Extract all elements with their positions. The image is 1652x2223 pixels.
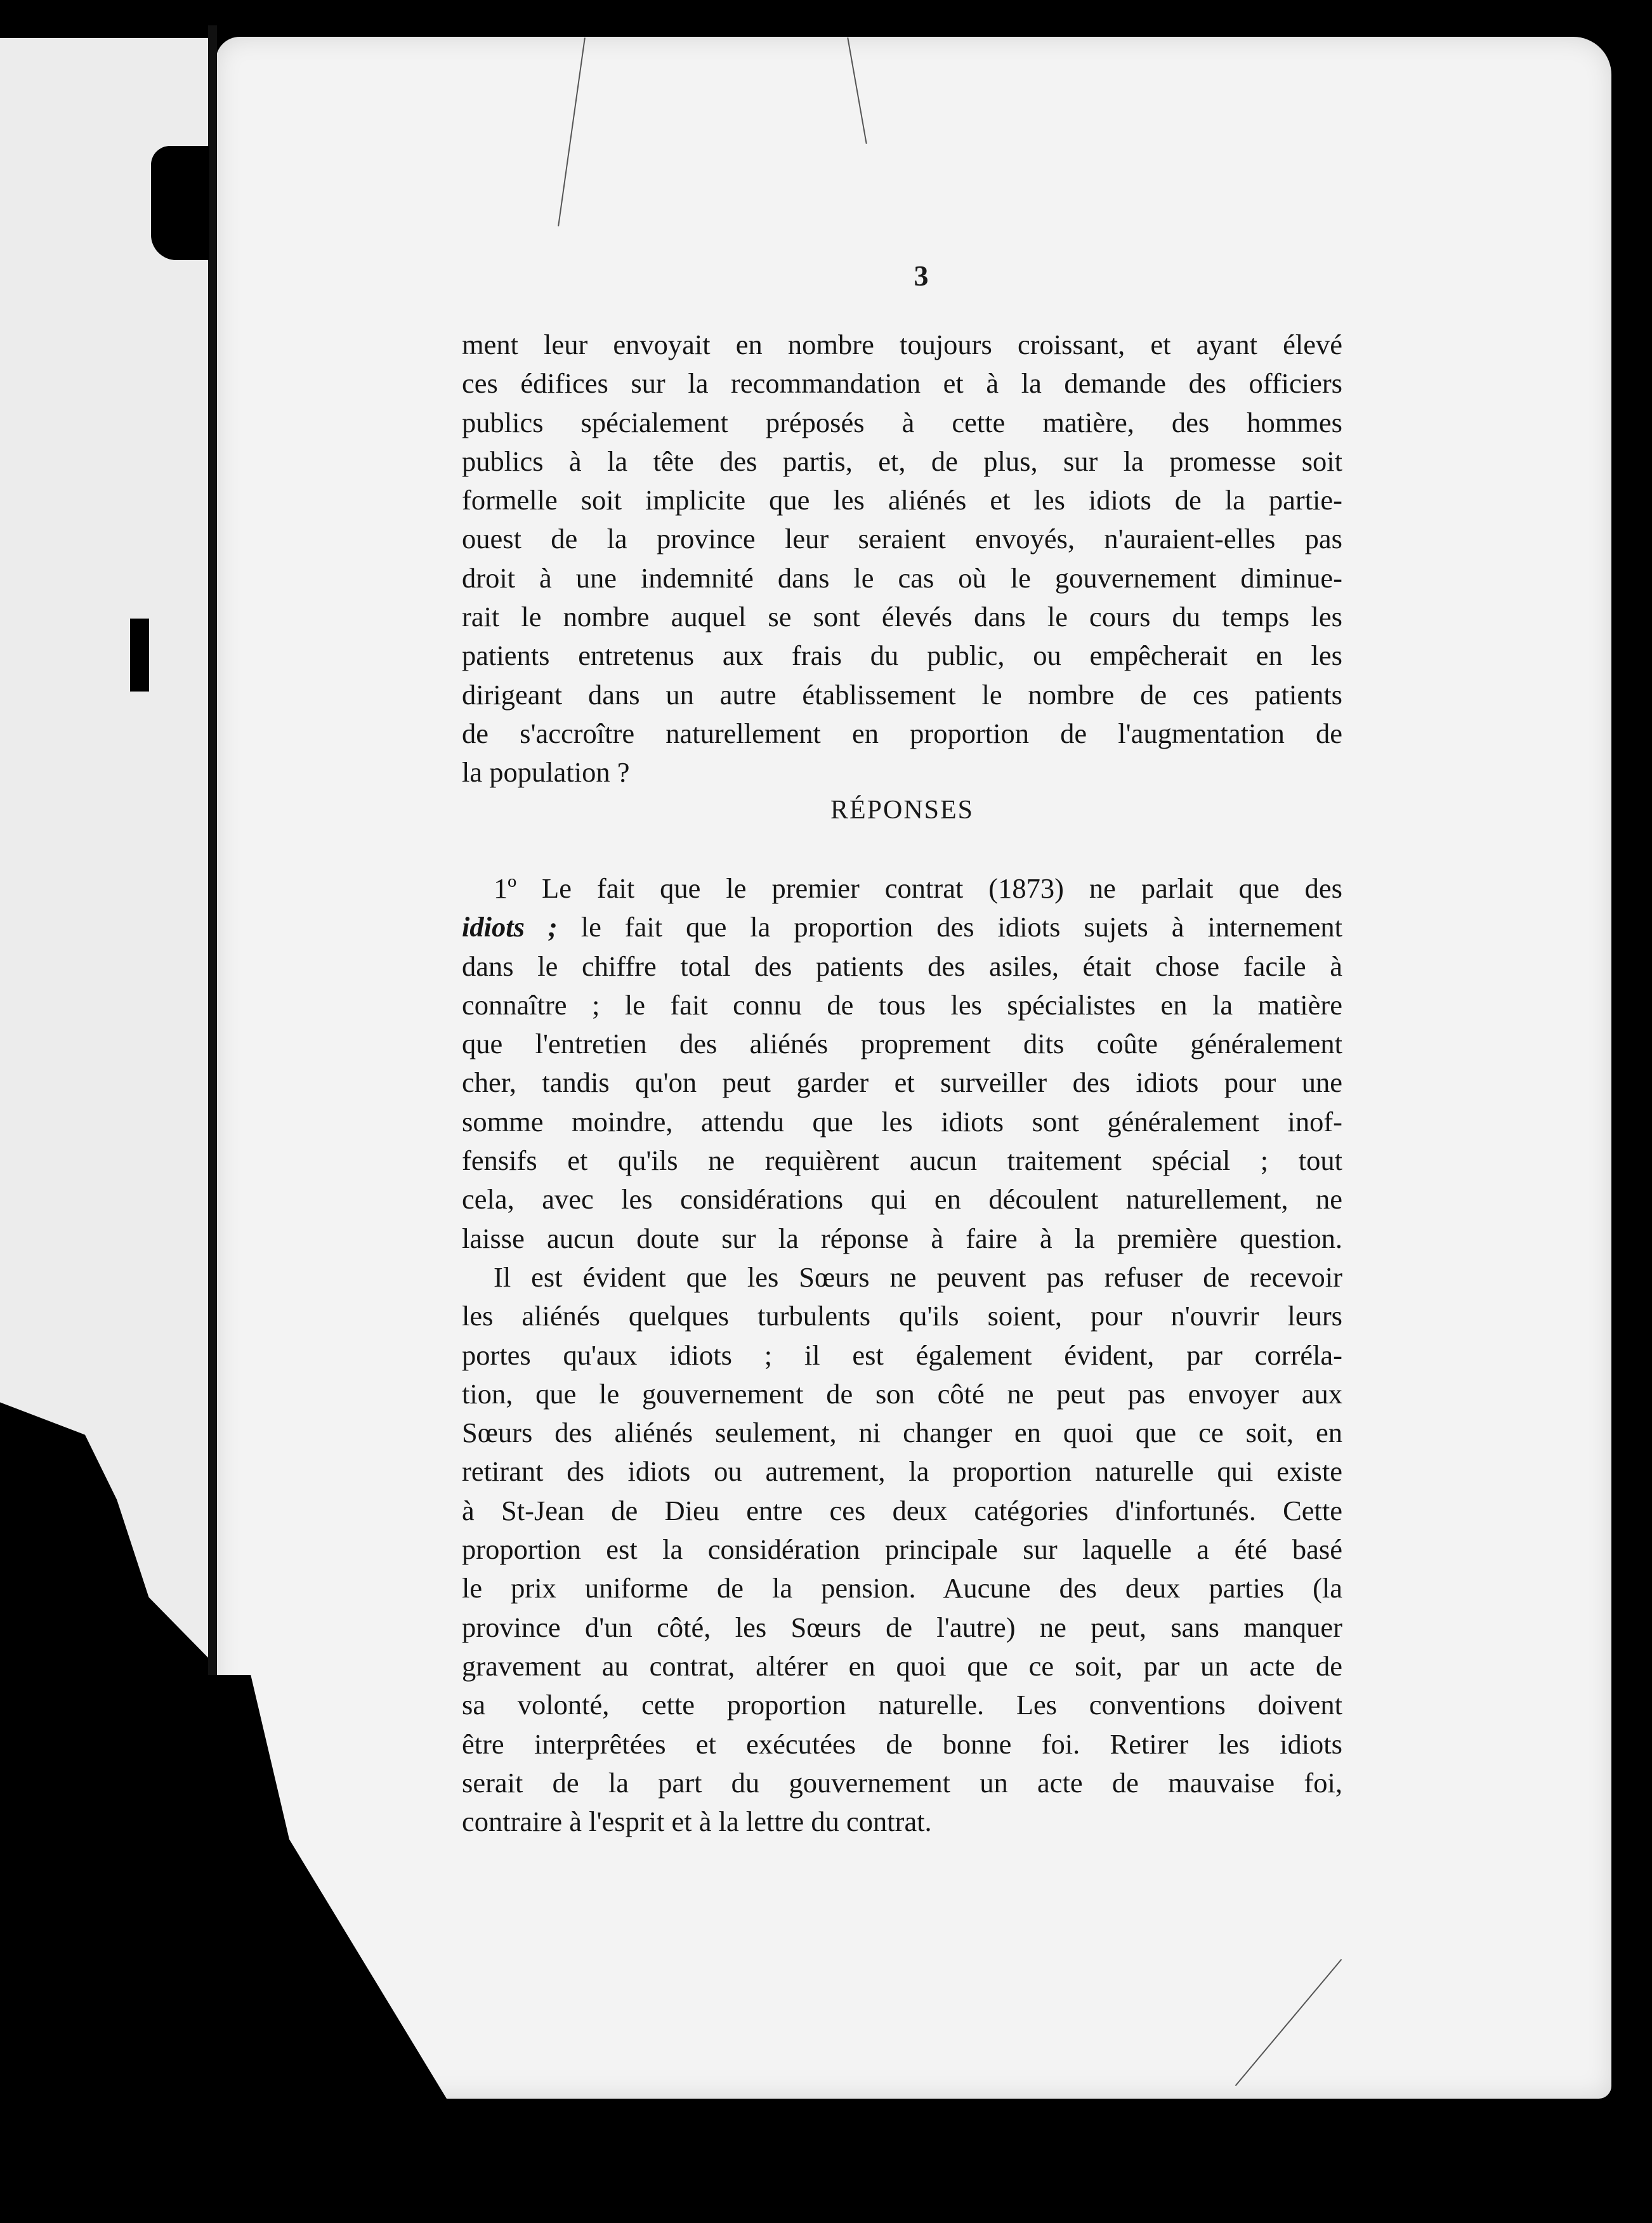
text-line: droit à une indemnité dans le cas où le gouvernement diminue- [462,561,1342,594]
italic-term: idiots ; [462,911,558,943]
page-crack [847,37,867,144]
text-line: ment leur envoyait en nombre toujours croissant, et ayant élevé [462,329,1342,360]
text-line [462,908,1342,947]
text-line: formelle soit implicite que les aliénés et les idiots de la partie- [462,484,1342,516]
text-line: connaître ; le fait connu de tous les spécialistes en la matière [462,988,1342,1021]
text-line: rait le nombre auquel se sont élevés dans le cours du temps les [462,601,1342,633]
text-line: le prix uniforme de la pension. Aucune des deux parties (la [462,1572,1342,1604]
text-line: 1º Le fait que le premier contrat (1873) ne parlait que des [494,872,1342,904]
text-line: ouest de la province leur seraient envoyés, n'auraient-elles pas [462,523,1342,555]
text-line: portes qu'aux idiots ; il est également évident, par corréla- [462,1339,1342,1371]
text-line: de s'accroître naturellement en proportion de l'augmentation de [462,717,1342,749]
text-line: contraire à l'esprit et à la lettre du contrat. [462,1806,932,1838]
text-line: la population ? [462,756,630,789]
text-line: à St-Jean de Dieu entre ces deux catégories d'infortunés. Cette [462,1494,1342,1526]
text-line: publics spécialement préposés à cette matière, des hommes [462,406,1342,438]
text-line: gravement au contrat, altérer en quoi que ce soit, par un acte de [462,1649,1342,1682]
text-line: que l'entretien des aliénés proprement dits coûte généralement [462,1028,1342,1060]
answers-body [462,869,1342,1841]
text-line: tion, que le gouvernement de son côté ne peut pas envoyer aux [462,1377,1342,1410]
text-line: publics à la tête des partis, et, de plus, sur la promesse soit [462,445,1342,477]
text-line: Sœurs des aliénés seulement, ni changer en quoi que ce soit, en [462,1417,1342,1449]
page-number: 3 [914,259,929,292]
text-fragment: le fait que la proportion des idiots sujets à internement [580,911,1343,943]
text-line: être interprêtées et exécutées de bonne foi. Retirer les idiots [462,1728,1342,1760]
text-line: province d'un côté, les Sœurs de l'autre) ne peut, sans manquer [462,1611,1342,1643]
text-line: dirigeant dans un autre établissement le nombre de ces patients [462,678,1342,711]
text-line: laisse aucun doute sur la réponse à faire à la première question. [462,1222,1342,1254]
text-line: ces édifices sur la recommandation et à la demande des officiers [462,367,1342,400]
text-line: patients entretenus aux frais du public, ou empêcherait en les [462,639,1342,672]
text-line: sa volonté, cette proportion naturelle. Les conventions doivent [462,1689,1342,1721]
torn-edge [130,619,149,692]
text-line: Il est évident que les Sœurs ne peuvent pas refuser de recevoir [494,1261,1342,1293]
section-heading: RÉPONSES [830,796,974,825]
text-line: fensifs et qu'ils ne requièrent aucun traitement spécial ; tout [462,1144,1342,1177]
text-line: somme moindre, attendu que les idiots sont généralement inof- [462,1105,1342,1138]
text-line: cher, tandis qu'on peut garder et surveiller des idiots pour une [462,1066,1342,1099]
torn-edge [151,146,209,260]
question-continuation [462,325,1342,792]
page-crack [1235,1959,1342,2086]
page-crack [558,37,586,226]
text-line: dans le chiffre total des patients des asiles, était chose facile à [462,950,1342,982]
text-line: cela, avec les considérations qui en découlent naturellement, ne [462,1183,1342,1216]
text-line: serait de la part du gouvernement un acte de mauvaise foi, [462,1766,1342,1799]
text-line: proportion est la considération principale sur laquelle a été basé [462,1533,1342,1566]
text-line: les aliénés quelques turbulents qu'ils soient, pour n'ouvrir leurs [462,1300,1342,1332]
text-line: retirant des idiots ou autrement, la proportion naturelle qui existe [462,1455,1342,1488]
